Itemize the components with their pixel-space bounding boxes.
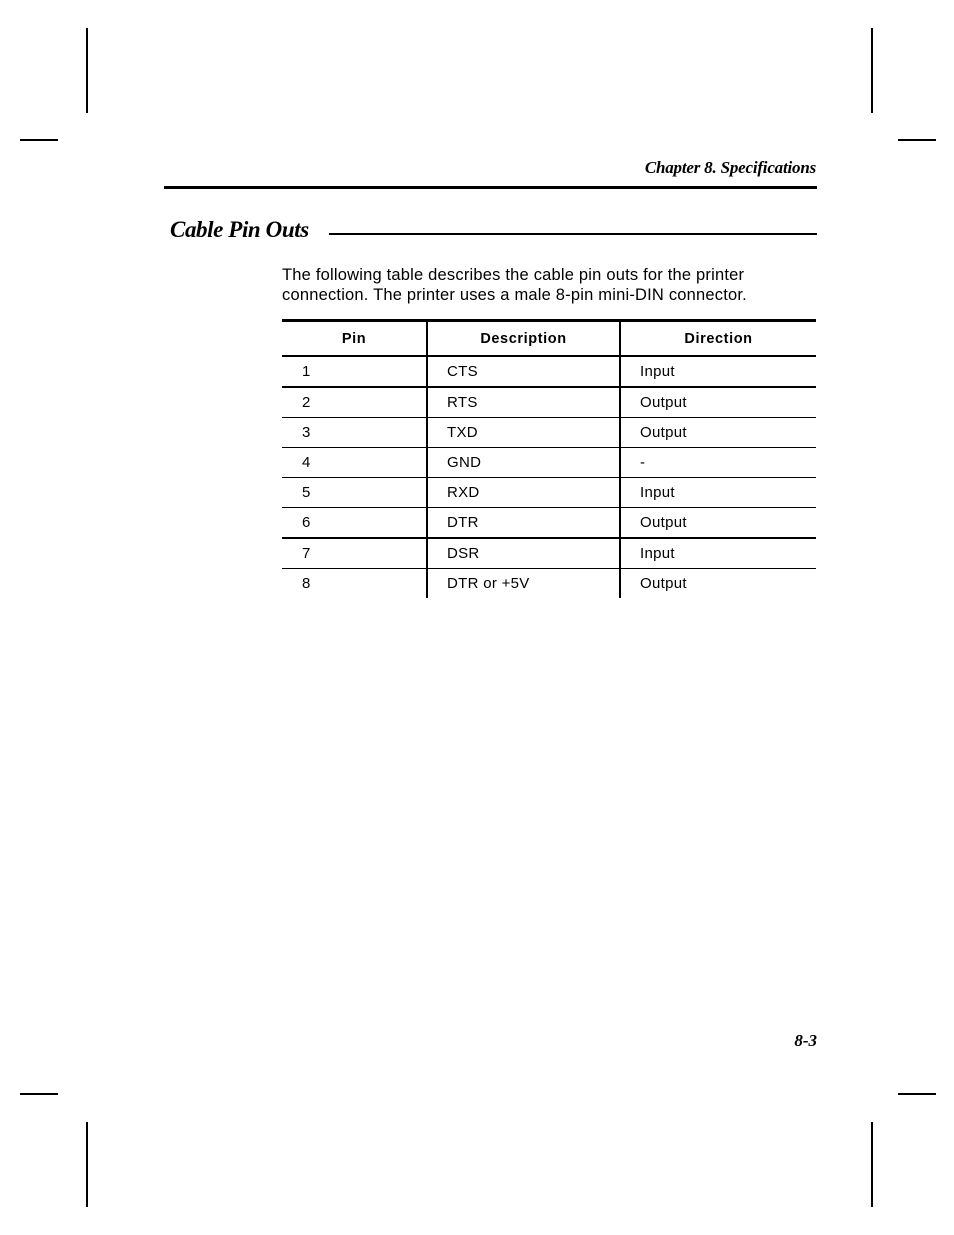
direction-cell: Input xyxy=(620,356,816,387)
table-row xyxy=(282,356,816,387)
column-header-description: Description xyxy=(427,321,620,357)
crop-mark xyxy=(871,1122,873,1207)
direction-cell: Output xyxy=(620,569,816,599)
intro-line: The following table describes the cable pin outs for the printer xyxy=(282,266,745,284)
crop-mark xyxy=(898,1093,936,1095)
table-row xyxy=(282,538,816,569)
table-row xyxy=(282,448,816,478)
table-row xyxy=(282,387,816,418)
description-cell: GND xyxy=(427,448,620,478)
pin-cell: 6 xyxy=(282,508,427,539)
description-cell: CTS xyxy=(427,356,620,387)
column-header-pin: Pin xyxy=(282,321,427,357)
table-row xyxy=(282,418,816,448)
crop-mark xyxy=(86,28,88,113)
crop-mark xyxy=(898,139,936,141)
direction-cell: Input xyxy=(620,538,816,569)
pin-table xyxy=(282,319,816,598)
intro-paragraph xyxy=(282,266,822,305)
description-cell: RTS xyxy=(427,387,620,418)
crop-mark xyxy=(871,28,873,113)
direction-cell: Output xyxy=(620,387,816,418)
running-head: Chapter 8. Specifications xyxy=(644,158,816,177)
crop-mark xyxy=(20,1093,58,1095)
column-header-direction: Direction xyxy=(620,321,816,357)
pin-cell: 5 xyxy=(282,478,427,508)
table-row xyxy=(282,569,816,599)
table-row xyxy=(282,508,816,539)
table-header-row xyxy=(282,321,816,357)
description-cell: TXD xyxy=(427,418,620,448)
intro-line: connection. The printer uses a male 8-pin mini-DIN connector. xyxy=(282,285,747,304)
description-cell: DSR xyxy=(427,538,620,569)
pin-cell: 4 xyxy=(282,448,427,478)
pin-cell: 7 xyxy=(282,538,427,569)
table-row xyxy=(282,478,816,508)
direction-cell: Output xyxy=(620,508,816,539)
pin-cell: 8 xyxy=(302,575,311,592)
pin-cell: 3 xyxy=(282,418,427,448)
page-number: 8-3 xyxy=(794,1031,817,1050)
header-rule xyxy=(164,186,817,189)
direction-cell: Input xyxy=(620,478,816,508)
pin-cell: 1 xyxy=(282,356,427,387)
description-cell: DTR or +5V xyxy=(427,569,620,599)
direction-cell: - xyxy=(620,448,816,478)
description-cell: DTR xyxy=(427,508,620,539)
direction-cell: Output xyxy=(620,418,816,448)
crop-mark xyxy=(20,139,58,141)
description-cell: RXD xyxy=(427,478,620,508)
title-rule xyxy=(329,233,817,235)
crop-mark xyxy=(86,1122,88,1207)
section-title: Cable Pin Outs xyxy=(170,217,309,242)
pin-cell: 2 xyxy=(282,387,427,418)
